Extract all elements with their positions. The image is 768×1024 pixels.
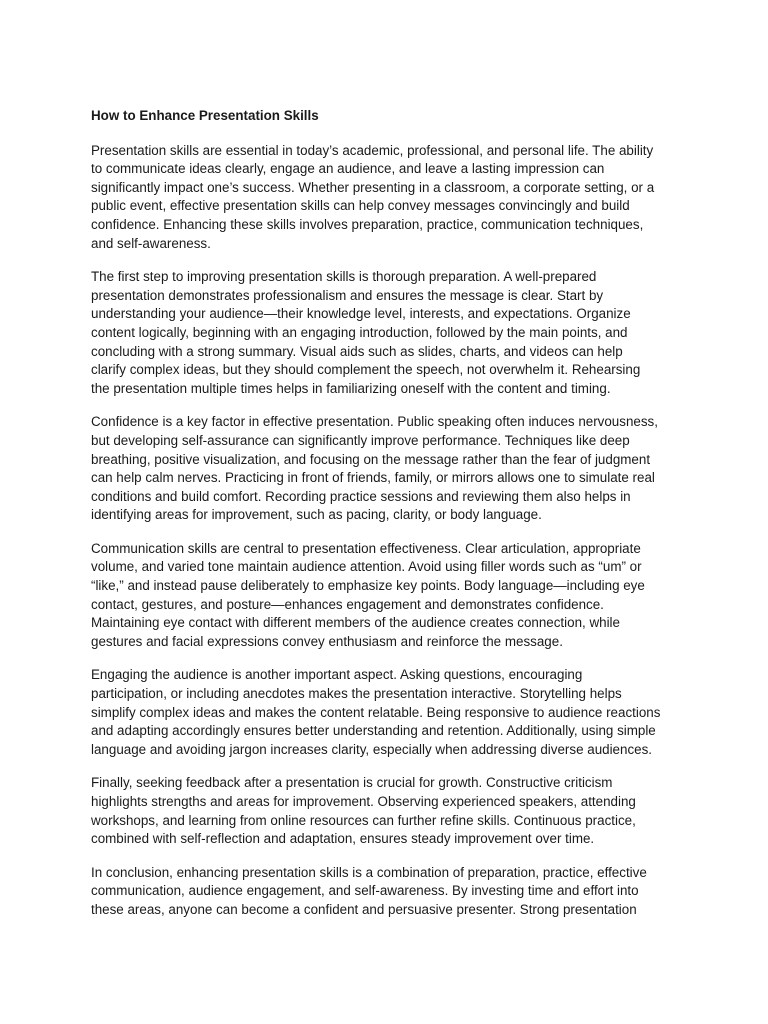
text-line: combined with self-reflection and adaptation, ensures steady improvement over time. [91,831,595,847]
text-line: workshops, and learning from online resources can further refine skills. Continuous practice, [91,812,636,828]
text-line: content logically, beginning with an engaging introduction, followed by the main points, and [91,324,628,340]
text-line: Engaging the audience is another important aspect. Asking questions, encouraging [91,667,583,683]
text-line: highlights strengths and areas for improvement. Observing experienced speakers, attending [91,794,636,809]
text-line: contact, gestures, and posture—enhances engagement and demonstrates confidence. [91,596,604,612]
text-line: and self-awareness. [91,235,211,251]
paragraph-conclusion [91,864,691,920]
text-line: language and avoiding jargon increases clarity, especially when addressing diverse audiences. [91,741,653,757]
paragraph-communication [91,540,691,652]
text-line: Confidence is a key factor in effective presentation. Public speaking often induces nervousness, [91,414,658,430]
document-title: How to Enhance Presentation Skills [91,108,319,123]
text-line: “like,” and instead pause deliberately to emphasize key points. Body language—including eye [91,578,645,594]
document-body [91,107,691,935]
text-line: communication, audience engagement, and self-awareness. By investing time and effort into [91,883,639,899]
text-line: confidence. Enhancing these skills involves preparation, practice, communication techniques, [91,216,644,232]
text-line: these areas, anyone can become a confident and persuasive presenter. Strong presentation [91,901,637,917]
text-line: Presentation skills are essential in today’s academic, professional, and personal life. The ability [91,142,654,158]
paragraph-preparation [91,268,691,398]
paragraph-engagement [91,666,691,759]
paragraph-feedback [91,774,691,848]
text-line: conditions and build comfort. Recording practice sessions and reviewing them also helps in [91,488,631,504]
text-line: understanding your audience—their knowledge level, interests, and expectations. Organize [91,306,631,322]
text-line: gestures and facial expressions convey enthusiasm and reinforce the message. [91,633,563,649]
text-line: In conclusion, enhancing presentation skills is a combination of preparation, practice, effective [91,864,647,880]
text-line: Finally, seeking feedback after a presentation is crucial for growth. Constructive criticism [91,775,613,791]
text-line: Communication skills are central to presentation effectiveness. Clear articulation, appropriate [91,540,641,556]
text-line: breathing, positive visualization, and focusing on the message rather than the fear of judgment [91,451,651,467]
text-line: volume, and varied tone maintain audience attention. Avoid using filler words such as “um” or [91,559,642,575]
text-line: The first step to improving presentation skills is thorough preparation. A well-prepared [91,269,597,285]
paragraph-confidence [91,413,691,525]
text-line: participation, or including anecdotes makes the presentation interactive. Storytelling helps [91,686,622,702]
text-line: and adapting accordingly ensures better understanding and retention. Additionally, using simple [91,723,656,739]
text-line: concluding with a strong summary. Visual aids such as slides, charts, and videos can help [91,343,623,359]
paragraph-intro [91,142,691,254]
text-line: public event, effective presentation skills can help convey messages convincingly and build [91,198,630,214]
text-line: the presentation multiple times helps in familiarizing oneself with the content and timing. [91,380,611,396]
text-line: identifying areas for improvement, such as pacing, clarity, or body language. [91,507,542,523]
text-line: Maintaining eye contact with different members of the audience creates connection, while [91,615,620,631]
text-line: significantly impact one’s success. Whether presenting in a classroom, a corporate setting, or a [91,179,655,195]
text-line: presentation demonstrates professionalism and ensures the message is clear. Start by [91,287,604,303]
text-line: but developing self-assurance can significantly improve performance. Techniques like deep [91,432,630,448]
text-line: to communicate ideas clearly, engage an audience, and leave a lasting impression can [91,161,605,177]
text-line: clarify complex ideas, but they should complement the speech, not overwhelm it. Rehearsing [91,362,641,378]
text-line: simplify complex ideas and makes the content relatable. Being responsive to audience reactions [91,704,661,720]
text-line: can help calm nerves. Practicing in front of friends, family, or mirrors allows one to simulate real [91,470,655,486]
